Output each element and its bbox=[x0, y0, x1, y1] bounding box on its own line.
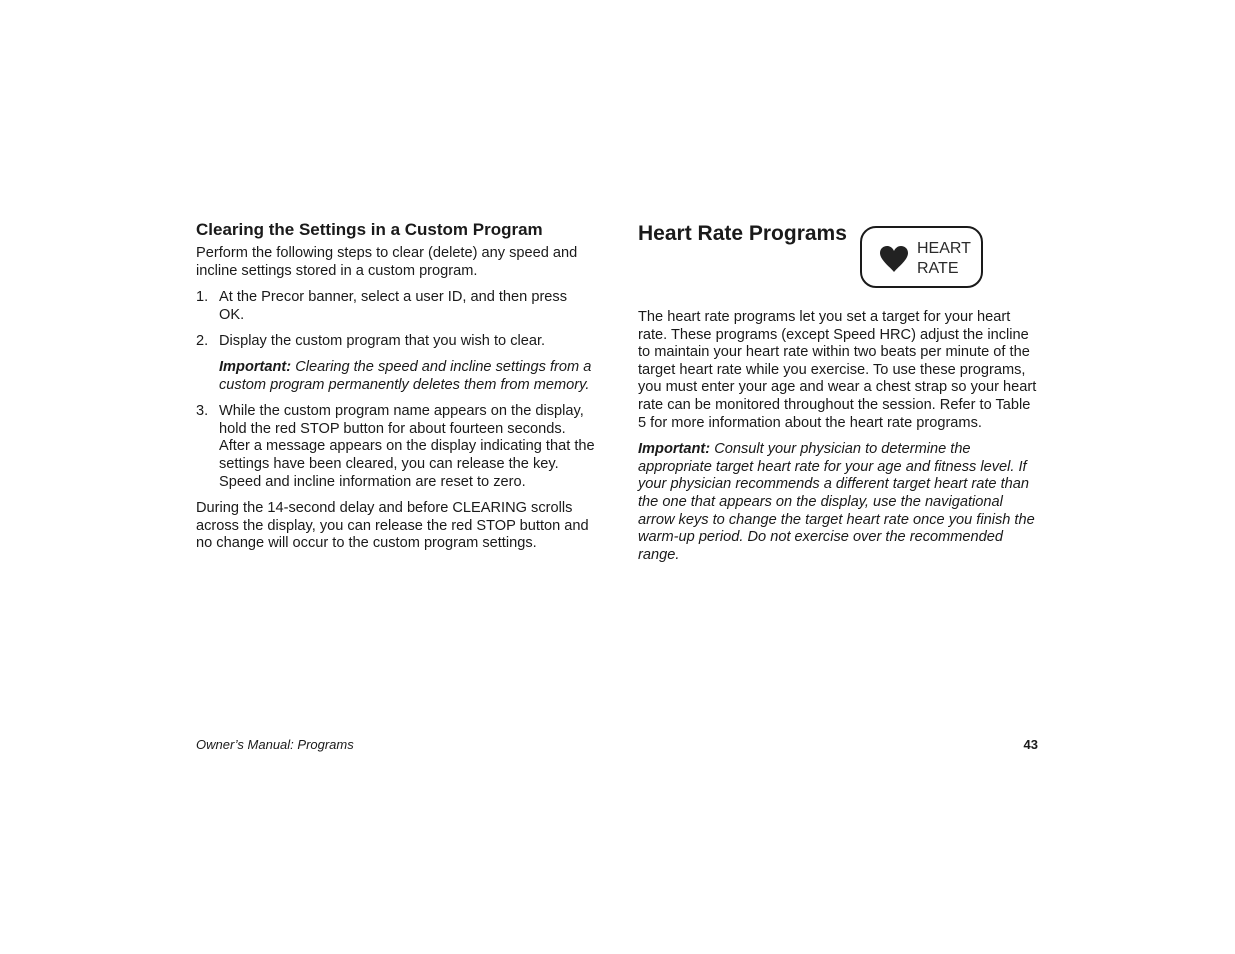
important-label: Important: bbox=[638, 441, 711, 458]
steps-list bbox=[196, 289, 596, 491]
step-text: Display the custom program that you wish to clear. bbox=[219, 333, 546, 350]
heart-icon bbox=[879, 245, 909, 273]
important-text: Consult your physician to determine the appropriate target heart rate for your age and fitness level. If your physician recommends a different target heart rate than the one that appears on the display, use the navigational arrow keys to change the target heart rate once you finish the warm-up period. Do not exercise over the recommended range. bbox=[638, 441, 1035, 563]
step-text: At the Precor banner, select a user ID, and then press OK. bbox=[219, 289, 568, 323]
left-column bbox=[196, 219, 596, 562]
closing-paragraph: During the 14-second delay and before CLEARING scrolls across the display, you can release the red STOP button and no change will occur to the custom program settings. bbox=[196, 500, 589, 552]
intro-paragraph: Perform the following steps to clear (delete) any speed and incline settings stored in a custom program. bbox=[196, 245, 578, 279]
body-paragraph: The heart rate programs let you set a target for your heart rate. These programs (except Speed HRC) adjust the incline to maintain your heart rate within two beats per minute of the target heart rate while you exercise. To use these programs, you must enter your age and wear a chest strap so your heart rate can be monitored throughout the session. Refer to Table 5 for more information about the heart rate programs. bbox=[638, 309, 1037, 431]
page-number: 43 bbox=[1023, 737, 1038, 752]
step-number: 3. bbox=[196, 403, 209, 420]
important-text: Clearing the speed and incline settings from a custom program permanently deletes them from memory. bbox=[219, 358, 592, 393]
heart-rate-key-label-line1: HEART bbox=[917, 240, 971, 257]
heart-rate-key-label-line2: RATE bbox=[917, 260, 959, 277]
section-heading-heart-rate: Heart Rate Programs bbox=[638, 222, 847, 245]
important-note bbox=[219, 359, 596, 394]
step-number: 2. bbox=[196, 333, 209, 350]
right-column bbox=[638, 219, 1038, 564]
list-item bbox=[196, 289, 596, 324]
list-item bbox=[196, 403, 596, 491]
step-number: 1. bbox=[196, 289, 209, 306]
section-heading-clearing: Clearing the Settings in a Custom Program bbox=[196, 220, 543, 239]
heart-rate-key bbox=[860, 226, 983, 288]
footer-title: Owner’s Manual: Programs bbox=[196, 737, 354, 752]
important-label: Important: bbox=[219, 358, 292, 375]
heading-row bbox=[638, 219, 1038, 297]
important-note bbox=[638, 441, 1038, 564]
step-text: While the custom program name appears on the display, hold the red STOP button for about fourteen seconds. After a message appears on the display indicating that the settings have been cleared, you can release the key. Speed and incline information are reset to zero. bbox=[219, 403, 595, 490]
list-item bbox=[196, 333, 596, 394]
